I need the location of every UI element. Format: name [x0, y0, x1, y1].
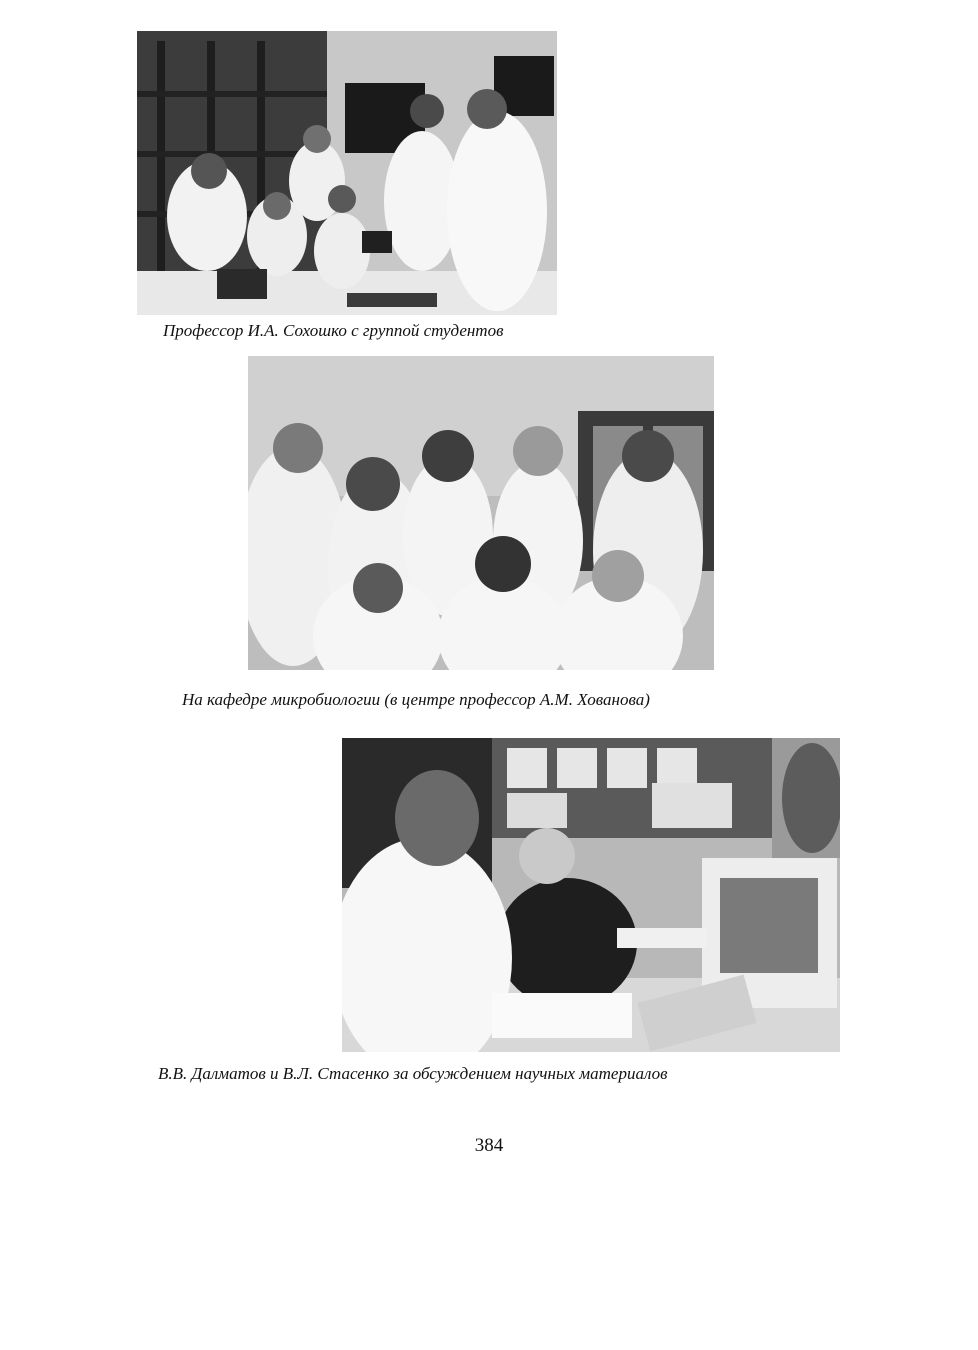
photo-3-caption: В.В. Далматов и В.Л. Стасенко за обсуждением научных материалов — [158, 1064, 668, 1083]
photo-2-caption: На кафедре микробиологии (в центре профессор А.М. Хованова) — [182, 690, 650, 709]
photo-3-drawing — [342, 738, 840, 1052]
photo-microbiology-department — [248, 356, 714, 670]
photo-professor-with-students — [137, 31, 557, 315]
photo-2-drawing — [248, 356, 714, 670]
photo-1-caption: Профессор И.А. Сохошко с группой студентов — [163, 321, 504, 340]
photo-1-drawing — [137, 31, 557, 315]
photo-discussion-scientific-materials — [342, 738, 840, 1052]
page-number: 384 — [474, 1135, 504, 1156]
